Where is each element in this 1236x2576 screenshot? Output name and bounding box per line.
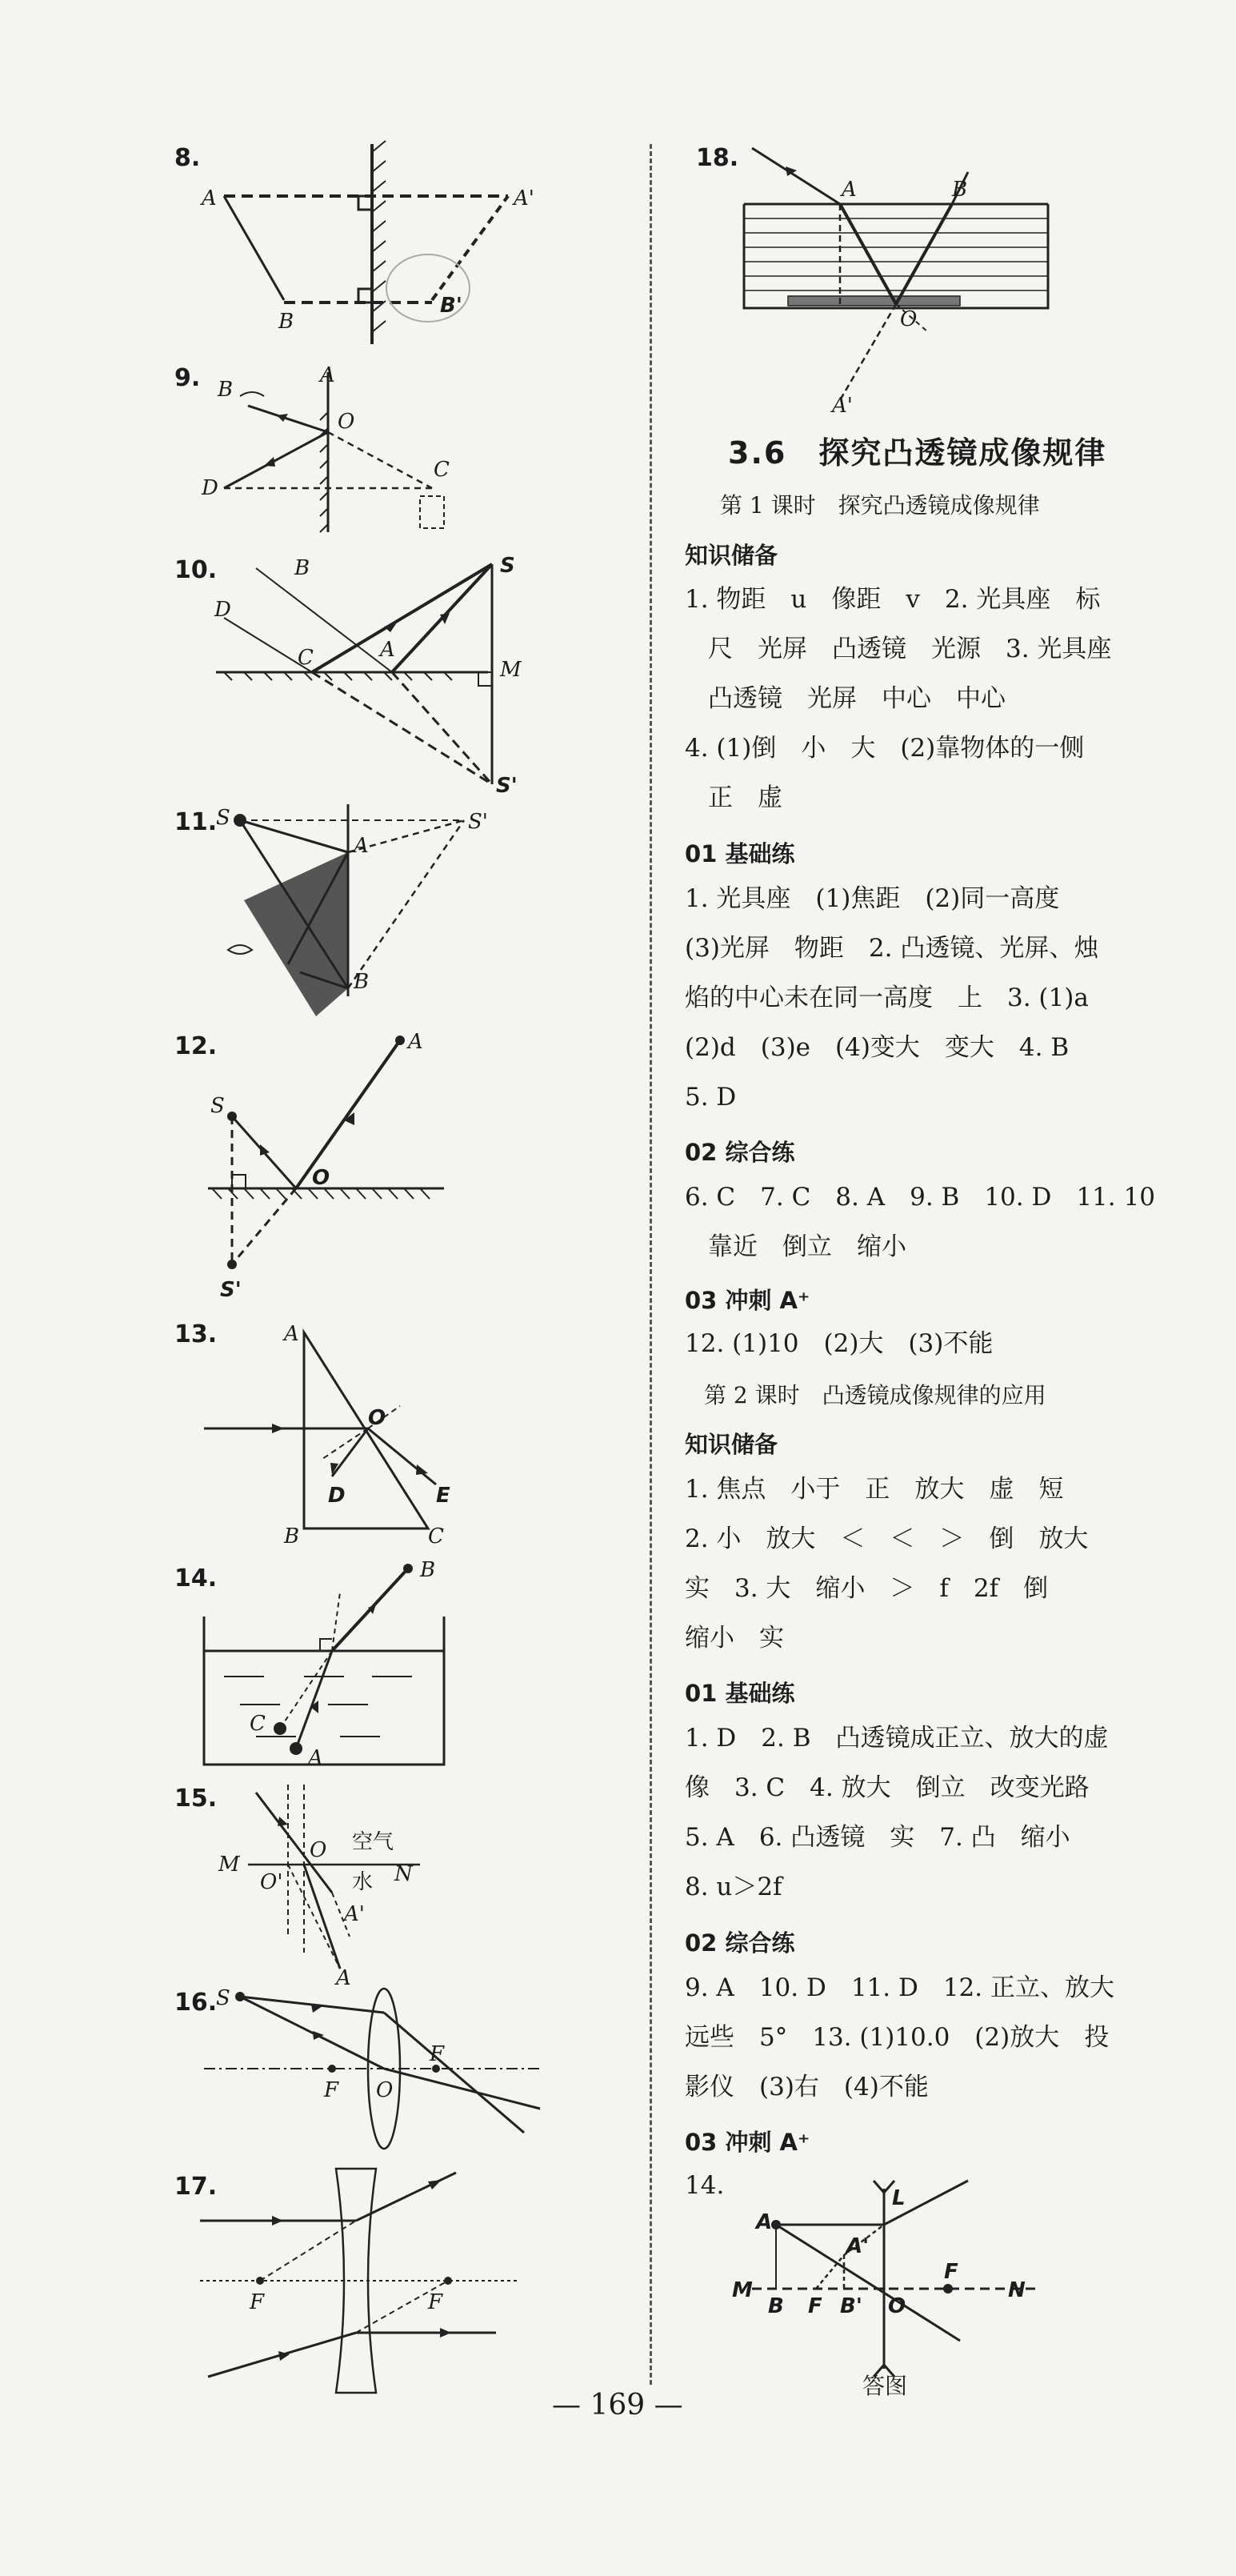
column-divider [650, 144, 652, 2385]
label-S: S [500, 554, 515, 578]
label-B: B [284, 1524, 300, 1548]
answer-line: 凸透镜 光屏 中心 中心 [708, 684, 1006, 713]
answer-line: 远些 5° 13. (1)10.0 (2)放大 投 [685, 2023, 1110, 2052]
label-O: O [368, 1406, 386, 1430]
figure-17-number: 17. [174, 2173, 218, 2201]
label-O: O [888, 2294, 906, 2318]
label-O: O [338, 410, 355, 434]
label-O-prime: O' [260, 1870, 283, 1894]
answer-line: 14. [685, 2171, 725, 2200]
medium-water-label: 水 [352, 1870, 374, 1894]
label-F-right: F [430, 2042, 445, 2066]
answer-line: (2)d (3)e (4)变大 变大 4. B [685, 1033, 1070, 1062]
label-A: A [202, 186, 217, 210]
answer-line: 6. C 7. C 8. A 9. B 10. D 11. 10 [685, 1183, 1155, 1212]
answer-line: 1. 物距 u 像距 v 2. 光具座 标 [685, 585, 1101, 614]
label-F-left: F [324, 2078, 339, 2102]
answer-line: 正 虚 [708, 783, 782, 812]
label-C: C [434, 458, 450, 482]
answer-line: (3)光屏 物距 2. 凸透镜、光屏、烛 [685, 934, 1099, 963]
label-S-prime: S' [220, 1278, 242, 1302]
label-B: B [294, 556, 310, 580]
heading-basic-2: 01 基础练 [685, 1680, 795, 1707]
label-N: N [394, 1862, 413, 1886]
label-A: A [380, 638, 395, 662]
answer-line: 尺 光屏 凸透镜 光源 3. 光具座 [708, 635, 1112, 663]
answer-line: 实 3. 大 缩小 ＞ f 2f 倒 [685, 1574, 1049, 1603]
label-A: A [320, 363, 335, 387]
label-M: M [500, 658, 522, 682]
answer-line: 12. (1)10 (2)大 (3)不能 [685, 1329, 994, 1358]
label-O: O [310, 1838, 327, 1862]
answer-line: 1. D 2. B 凸透镜成正立、放大的虚 [685, 1724, 1109, 1753]
label-A: A [354, 834, 369, 858]
figure-10-number: 10. [174, 556, 218, 584]
figure-14-number: 14. [174, 1564, 218, 1592]
answer-line: 焰的中心未在同一高度 上 3. (1)a [685, 984, 1089, 1012]
label-D: D [328, 1484, 346, 1508]
label-C: C [298, 646, 314, 670]
answer-line: 靠近 倒立 缩小 [708, 1232, 906, 1261]
heading-comprehensive-2: 02 综合练 [685, 1929, 795, 1957]
label-S-prime: S' [468, 810, 488, 834]
figure-14-diagram [200, 1556, 464, 1773]
figure-8-number: 8. [174, 144, 201, 172]
answer-line: 9. A 10. D 11. D 12. 正立、放大 [685, 1973, 1114, 2002]
label-S: S [210, 1094, 225, 1118]
label-O: O [376, 2078, 394, 2102]
answer-line: 缩小 实 [685, 1624, 784, 1653]
answer-line: 5. D [685, 1083, 737, 1112]
heading-comprehensive-1: 02 综合练 [685, 1139, 795, 1166]
label-A-prime: A' [832, 394, 853, 418]
label-M: M [732, 2278, 753, 2302]
figure-16-number: 16. [174, 1989, 218, 2017]
figure-11-number: 11. [174, 808, 218, 836]
label-C: C [428, 1524, 444, 1548]
label-S-prime: S' [496, 774, 518, 798]
label-B: B [278, 310, 294, 334]
answer-line: 4. (1)倒 小 大 (2)靠物体的一侧 [685, 734, 1085, 763]
label-F-left: F [808, 2294, 822, 2318]
figure-17-diagram [200, 2161, 536, 2401]
label-A-prime: A' [846, 2234, 870, 2258]
label-A-prime: A' [514, 186, 534, 210]
label-L: L [892, 2186, 906, 2210]
label-O: O [312, 1166, 330, 1190]
label-N: N [1008, 2278, 1026, 2302]
label-M: M [218, 1853, 240, 1877]
figure-13-number: 13. [174, 1320, 218, 1348]
label-A-prime: A' [344, 1902, 365, 1926]
answer-line: 8. u＞2f [685, 1873, 782, 1901]
label-B: B [420, 1558, 436, 1582]
heading-basic-1: 01 基础练 [685, 840, 795, 867]
lesson-1-title: 第 1 课时 探究凸透镜成像规律 [720, 492, 1040, 519]
label-B: B [354, 970, 370, 994]
label-A: A [336, 1966, 351, 1990]
figure-12-number: 12. [174, 1032, 218, 1060]
answer-line: 1. 光具座 (1)焦距 (2)同一高度 [685, 884, 1060, 913]
label-B-prime: B' [440, 294, 462, 318]
figure-16-diagram [204, 1981, 548, 2173]
label-A: A [408, 1030, 423, 1054]
heading-knowledge-1: 知识储备 [685, 542, 778, 569]
medium-air-label: 空气 [352, 1830, 394, 1854]
figure-15-diagram [212, 1777, 484, 1993]
figure-9-number: 9. [174, 364, 201, 392]
label-F-right: F [428, 2290, 443, 2314]
figure-11-diagram [216, 804, 504, 1024]
label-S: S [216, 1986, 230, 2010]
label-D: D [214, 598, 231, 622]
answer-figure-14-diagram [732, 2177, 1048, 2377]
figure-18-number: 18. [696, 144, 739, 172]
figure-13-diagram [204, 1316, 468, 1556]
label-A: A [284, 1322, 299, 1346]
label-F-left: F [250, 2290, 265, 2314]
label-F-right: F [944, 2260, 958, 2284]
figure-9-diagram [200, 364, 464, 548]
label-B-prime: B' [840, 2294, 862, 2318]
label-D: D [202, 476, 218, 500]
heading-knowledge-2: 知识储备 [685, 1431, 778, 1458]
figure-12-diagram [204, 1024, 468, 1312]
label-B: B [768, 2294, 784, 2318]
answer-line: 2. 小 放大 ＜ ＜ ＞ 倒 放大 [685, 1524, 1089, 1553]
answer-line: 5. A 6. 凸透镜 实 7. 凸 缩小 [685, 1823, 1070, 1852]
label-C: C [250, 1712, 266, 1736]
label-B: B [952, 178, 968, 202]
heading-sprint-2: 03 冲刺 A⁺ [685, 2129, 810, 2156]
label-A: A [842, 178, 857, 202]
answer-line: 像 3. C 4. 放大 倒立 改变光路 [685, 1773, 1090, 1802]
label-A: A [756, 2210, 773, 2234]
figure-8-diagram [200, 136, 552, 352]
figure-15-number: 15. [174, 1785, 218, 1813]
page-number: — 169 — [552, 2389, 683, 2422]
lesson-2-title: 第 2 课时 凸透镜成像规律的应用 [704, 1382, 1046, 1408]
answer-line: 影仪 (3)右 (4)不能 [685, 2073, 929, 2101]
label-S: S [216, 806, 230, 830]
section-title: 3.6 探究凸透镜成像规律 [728, 435, 1107, 471]
answer-line: 1. 焦点 小于 正 放大 虚 短 [685, 1475, 1064, 1504]
answer-figure-caption: 答图 [862, 2373, 908, 2399]
figure-10-diagram [208, 552, 528, 808]
label-B: B [218, 378, 234, 402]
heading-sprint-1: 03 冲刺 A⁺ [685, 1287, 810, 1314]
label-E: E [436, 1484, 450, 1508]
label-O: O [900, 307, 918, 331]
label-A: A [308, 1746, 323, 1770]
figure-18-diagram [736, 140, 1072, 418]
